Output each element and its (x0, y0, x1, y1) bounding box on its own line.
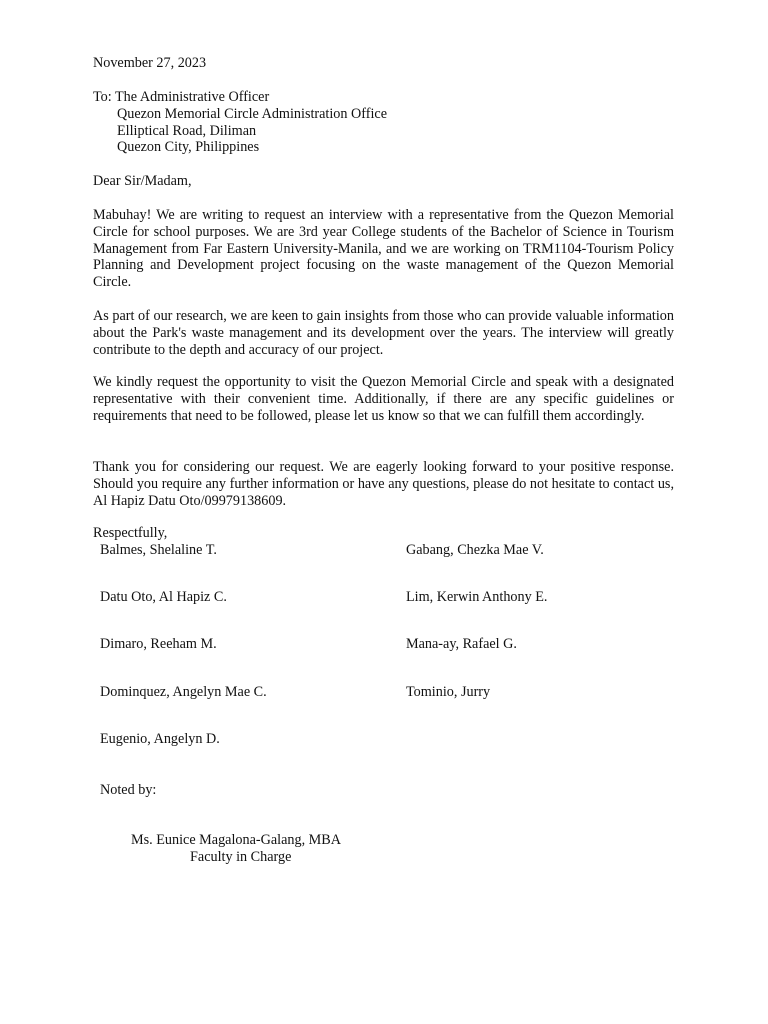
recipient-title: To: The Administrative Officer (93, 89, 270, 105)
signatory-name: Eugenio, Angelyn D. (100, 730, 220, 747)
signatory-name: Tominio, Jurry (406, 683, 491, 700)
signatory-name: Dominquez, Angelyn Mae C. (100, 683, 267, 700)
paragraph-introduction: Mabuhay! We are writing to request an interview with a representative from the Quezon Memorial Circle for school purposes. We are 3rd year College students of the Bachelor of Science in Tourism Management from Far Eastern University-Manila, and we are working on TRM1104-Tourism Policy Planning and Development project focusing on the waste management of the Quezon Memorial Circle. (93, 207, 674, 291)
recipient-street: Elliptical Road, Diliman (117, 122, 257, 139)
signatory-name: Gabang, Chezka Mae V. (406, 542, 544, 558)
salutation: Dear Sir/Madam, (93, 173, 192, 189)
paragraph-request: We kindly request the opportunity to visit the Quezon Memorial Circle and speak with a designated representative with their convenient time. Additionally, if there are any specific guidelines or requirements that need to be followed, please let us know so that we can fulfill them accordingly. (93, 374, 674, 424)
signatory-name: Lim, Kerwin Anthony E. (406, 589, 548, 606)
signatory-name: Mana-ay, Rafael G. (406, 636, 517, 653)
signatory-name: Dimaro, Reeham M. (100, 636, 217, 653)
faculty-title: Faculty in Charge (190, 849, 292, 865)
recipient-office: Quezon Memorial Circle Administration Office (117, 105, 388, 122)
signatories-left (100, 542, 267, 778)
signatories-right (406, 542, 547, 731)
noted-by-label: Noted by: (100, 782, 157, 798)
paragraph-research: As part of our research, we are keen to gain insights from those who can provide valuable information about the Park's waste management and its development over the years. The interview will greatly contribute to the depth and accuracy of our project. (93, 308, 674, 358)
paragraph-thanks: Thank you for considering our request. We are eagerly looking forward to your positive response. Should you require any further information or have any questions, please do not hesitate to contact us, Al Hapiz Datu Oto/09979138609. (93, 459, 674, 509)
closing: Respectfully, (93, 525, 168, 541)
recipient-block (93, 89, 693, 156)
signatory-name: Datu Oto, Al Hapiz C. (100, 589, 227, 606)
recipient-city: Quezon City, Philippines (117, 139, 260, 156)
letter-date: November 27, 2023 (93, 55, 207, 71)
faculty-name: Ms. Eunice Magalona-Galang, MBA (131, 832, 342, 848)
signatory-name: Balmes, Shelaline T. (100, 542, 217, 558)
